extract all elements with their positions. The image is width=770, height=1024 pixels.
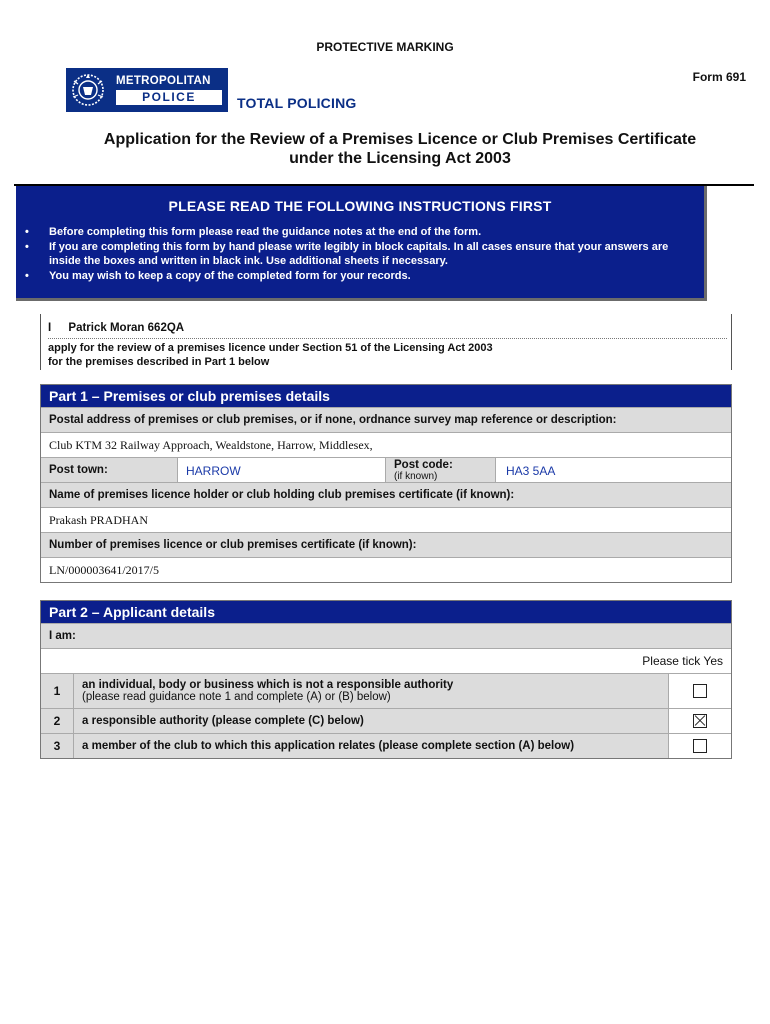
i-am-label: I am: xyxy=(41,623,731,648)
option1-checkbox[interactable] xyxy=(693,684,707,698)
instructions-list xyxy=(16,225,704,283)
option-row xyxy=(41,733,731,758)
form-number: Form 691 xyxy=(692,70,746,84)
option-row xyxy=(41,708,731,733)
option3-checkbox[interactable] xyxy=(693,739,707,753)
address-field[interactable]: Club KTM 32 Railway Approach, Wealdstone, Harrow, Middlesex, xyxy=(41,432,731,457)
option-row xyxy=(41,673,731,708)
holder-field[interactable]: Prakash PRADHAN xyxy=(41,507,731,532)
post-code-field[interactable]: HA3 5AA xyxy=(506,464,556,478)
police-crest-icon xyxy=(66,68,110,112)
logo-line1: METROPOLITAN xyxy=(116,75,211,87)
option-text: a member of the club to which this application relates (please complete section (A) below) xyxy=(82,740,575,752)
option-number: 2 xyxy=(41,709,74,733)
licence-number-label: Number of premises licence or club premises certificate (if known): xyxy=(41,532,731,557)
post-code-label: Post code: xyxy=(394,458,453,471)
protective-marking: PROTECTIVE MARKING xyxy=(316,40,454,54)
instruction-item: • Before completing this form please read the guidance notes at the end of the form. xyxy=(16,225,704,240)
post-town-field[interactable]: HARROW xyxy=(178,458,386,482)
logo-line2: POLICE xyxy=(116,90,222,105)
option-subtext: (please read guidance note 1 and complete (A) or (B) below) xyxy=(82,691,391,703)
part2-heading: Part 2 – Applicant details xyxy=(41,601,731,623)
instruction-item: • If you are completing this form by hand please write legibly in block capitals. In all cases ensure that your answers are inside the boxes and written in black ink. Use additional sheets if necessary. xyxy=(16,240,704,269)
instruction-item: • You may wish to keep a copy of the completed form for your records. xyxy=(16,269,704,284)
address-label: Postal address of premises or club premises, or if none, ordnance survey map reference or description: xyxy=(41,407,731,432)
title-line2: under the Licensing Act 2003 xyxy=(289,150,511,167)
licence-number-field[interactable]: LN/000003641/2017/5 xyxy=(41,557,731,582)
option2-checkbox[interactable] xyxy=(693,714,707,728)
part1-heading: Part 1 – Premises or club premises details xyxy=(41,385,731,407)
metropolitan-police-logo xyxy=(66,68,228,112)
form-title xyxy=(40,130,760,168)
part2-section xyxy=(40,600,732,759)
part1-section xyxy=(40,384,732,583)
applicant-type-options xyxy=(41,673,731,758)
instructions-panel xyxy=(16,186,707,301)
option-text: an individual, body or business which is not a responsible authority xyxy=(82,679,454,691)
applicant-statement xyxy=(40,314,732,370)
name-underline xyxy=(48,338,727,339)
instructions-heading: PLEASE READ THE FOLLOWING INSTRUCTIONS FIRST xyxy=(168,198,552,214)
statement-prefix: I xyxy=(48,322,52,334)
applicant-name-field[interactable]: Patrick Moran 662QA xyxy=(68,322,185,334)
option-number: 3 xyxy=(41,734,74,758)
option-text: a responsible authority (please complete (C) below) xyxy=(82,715,364,727)
statement-line2: for the premises described in Part 1 below xyxy=(48,355,270,368)
post-town-label: Post town: xyxy=(41,458,178,482)
statement-line1: apply for the review of a premises licence under Section 51 of the Licensing Act 2003 xyxy=(48,342,493,354)
tick-header: Please tick Yes xyxy=(41,648,731,673)
option-number: 1 xyxy=(41,674,74,708)
tagline: TOTAL POLICING xyxy=(237,95,357,111)
title-line1: Application for the Review of a Premises Licence or Club Premises Certificate xyxy=(103,131,697,148)
post-code-hint: (if known) xyxy=(394,470,438,482)
holder-label: Name of premises licence holder or club holding club premises certificate (if known): xyxy=(41,482,731,507)
